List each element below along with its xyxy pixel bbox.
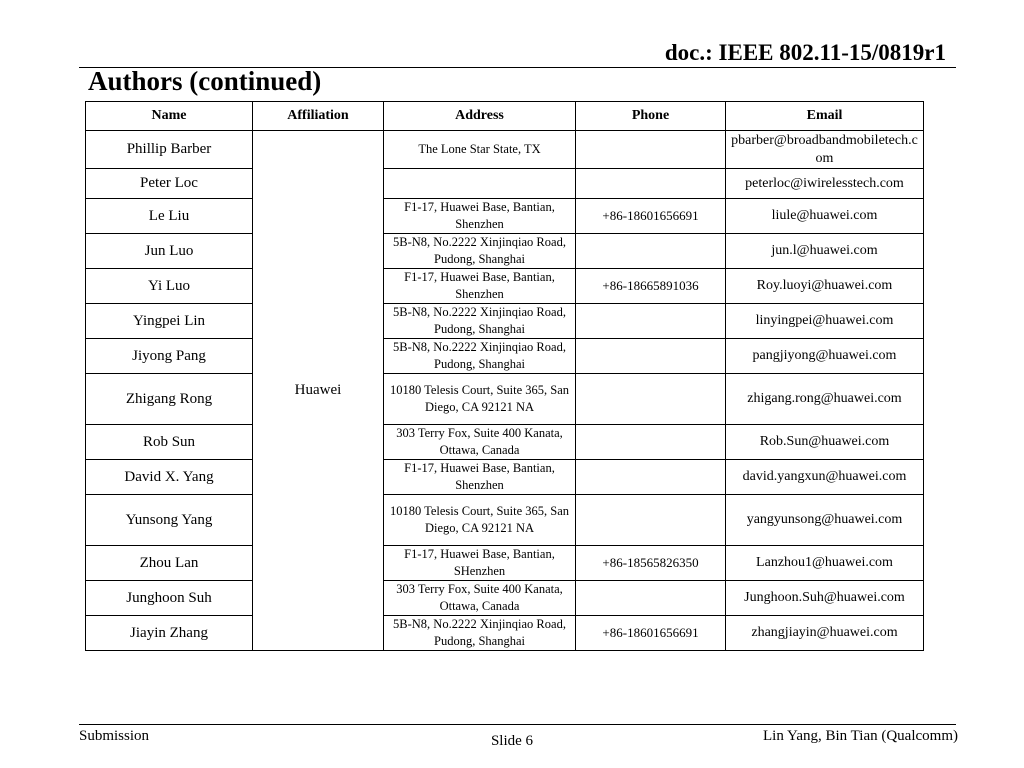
- author-address: 5B-N8, No.2222 Xinjinqiao Road, Pudong, Shanghai: [384, 304, 576, 339]
- slide-title: Authors (continued): [88, 66, 322, 96]
- table-row: [86, 546, 924, 581]
- author-phone: +86-18665891036: [576, 269, 726, 304]
- author-phone: [576, 169, 726, 199]
- author-phone: [576, 425, 726, 460]
- author-email: jun.l@huawei.com: [726, 234, 924, 269]
- author-address: 10180 Telesis Court, Suite 365, San Diego, CA 92121 NA: [384, 374, 576, 425]
- footer-submission: Submission: [79, 728, 150, 744]
- author-name: Peter Loc: [86, 169, 253, 199]
- author-name: Yingpei Lin: [86, 304, 253, 339]
- author-name: David X. Yang: [86, 460, 253, 495]
- author-phone: [576, 234, 726, 269]
- author-phone: [576, 304, 726, 339]
- author-email: pangjiyong@huawei.com: [726, 339, 924, 374]
- author-email: pbarber@broadbandmobiletech.com: [726, 131, 924, 169]
- author-email: linyingpei@huawei.com: [726, 304, 924, 339]
- header-address: Address: [384, 102, 576, 131]
- author-phone: [576, 339, 726, 374]
- author-email: Lanzhou1@huawei.com: [726, 546, 924, 581]
- author-name: Yi Luo: [86, 269, 253, 304]
- author-name: Junghoon Suh: [86, 581, 253, 616]
- author-email: peterloc@iwirelesstech.com: [726, 169, 924, 199]
- table-row: [86, 616, 924, 651]
- table-row: [86, 131, 924, 169]
- author-email: Junghoon.Suh@huawei.com: [726, 581, 924, 616]
- authors-table: [85, 101, 924, 651]
- table-header-row: [86, 102, 924, 131]
- author-address: 303 Terry Fox, Suite 400 Kanata, Ottawa, Canada: [384, 581, 576, 616]
- author-address: 5B-N8, No.2222 Xinjinqiao Road, Pudong, Shanghai: [384, 234, 576, 269]
- table-row: [86, 374, 924, 425]
- author-phone: [576, 374, 726, 425]
- table-row: [86, 234, 924, 269]
- author-address: F1-17, Huawei Base, Bantian, Shenzhen: [384, 460, 576, 495]
- author-name: Zhou Lan: [86, 546, 253, 581]
- author-address: 10180 Telesis Court, Suite 365, San Diego, CA 92121 NA: [384, 495, 576, 546]
- author-name: Yunsong Yang: [86, 495, 253, 546]
- author-name: Jun Luo: [86, 234, 253, 269]
- author-email: david.yangxun@huawei.com: [726, 460, 924, 495]
- author-name: Le Liu: [86, 199, 253, 234]
- author-address: 5B-N8, No.2222 Xinjinqiao Road, Pudong, Shanghai: [384, 616, 576, 651]
- footer-authors: Lin Yang, Bin Tian (Qualcomm): [762, 728, 958, 744]
- table-row: [86, 169, 924, 199]
- table-row: [86, 304, 924, 339]
- author-name: Jiyong Pang: [86, 339, 253, 374]
- table-row: [86, 495, 924, 546]
- doc-id: doc.: IEEE 802.11-15/0819r1: [664, 40, 946, 65]
- author-name: Jiayin Zhang: [86, 616, 253, 651]
- author-email: liule@huawei.com: [726, 199, 924, 234]
- header-email: Email: [726, 102, 924, 131]
- author-phone: +86-18565826350: [576, 546, 726, 581]
- affiliation-cell: Huawei: [253, 131, 384, 651]
- author-address: 5B-N8, No.2222 Xinjinqiao Road, Pudong, Shanghai: [384, 339, 576, 374]
- table-row: [86, 425, 924, 460]
- table-row: [86, 339, 924, 374]
- header-name: Name: [86, 102, 253, 131]
- table-row: [86, 199, 924, 234]
- footer-slide-number: Slide 6: [490, 733, 534, 749]
- header-phone: Phone: [576, 102, 726, 131]
- author-email: Roy.luoyi@huawei.com: [726, 269, 924, 304]
- author-address: F1-17, Huawei Base, Bantian, SHenzhen: [384, 546, 576, 581]
- author-email: zhangjiayin@huawei.com: [726, 616, 924, 651]
- table-row: [86, 460, 924, 495]
- author-phone: [576, 581, 726, 616]
- table-row: [86, 269, 924, 304]
- author-address: [384, 169, 576, 199]
- author-email: zhigang.rong@huawei.com: [726, 374, 924, 425]
- author-address: F1-17, Huawei Base, Bantian, Shenzhen: [384, 199, 576, 234]
- table-row: [86, 581, 924, 616]
- author-name: Rob Sun: [86, 425, 253, 460]
- author-email: Rob.Sun@huawei.com: [726, 425, 924, 460]
- author-name: Zhigang Rong: [86, 374, 253, 425]
- author-email: yangyunsong@huawei.com: [726, 495, 924, 546]
- footer-rule: [79, 724, 956, 725]
- author-address: 303 Terry Fox, Suite 400 Kanata, Ottawa, Canada: [384, 425, 576, 460]
- author-phone: [576, 495, 726, 546]
- author-phone: [576, 131, 726, 169]
- author-phone: [576, 460, 726, 495]
- author-address: The Lone Star State, TX: [384, 131, 576, 169]
- author-name: Phillip Barber: [86, 131, 253, 169]
- author-address: F1-17, Huawei Base, Bantian, Shenzhen: [384, 269, 576, 304]
- author-phone: +86-18601656691: [576, 616, 726, 651]
- author-phone: +86-18601656691: [576, 199, 726, 234]
- header-affiliation: Affiliation: [253, 102, 384, 131]
